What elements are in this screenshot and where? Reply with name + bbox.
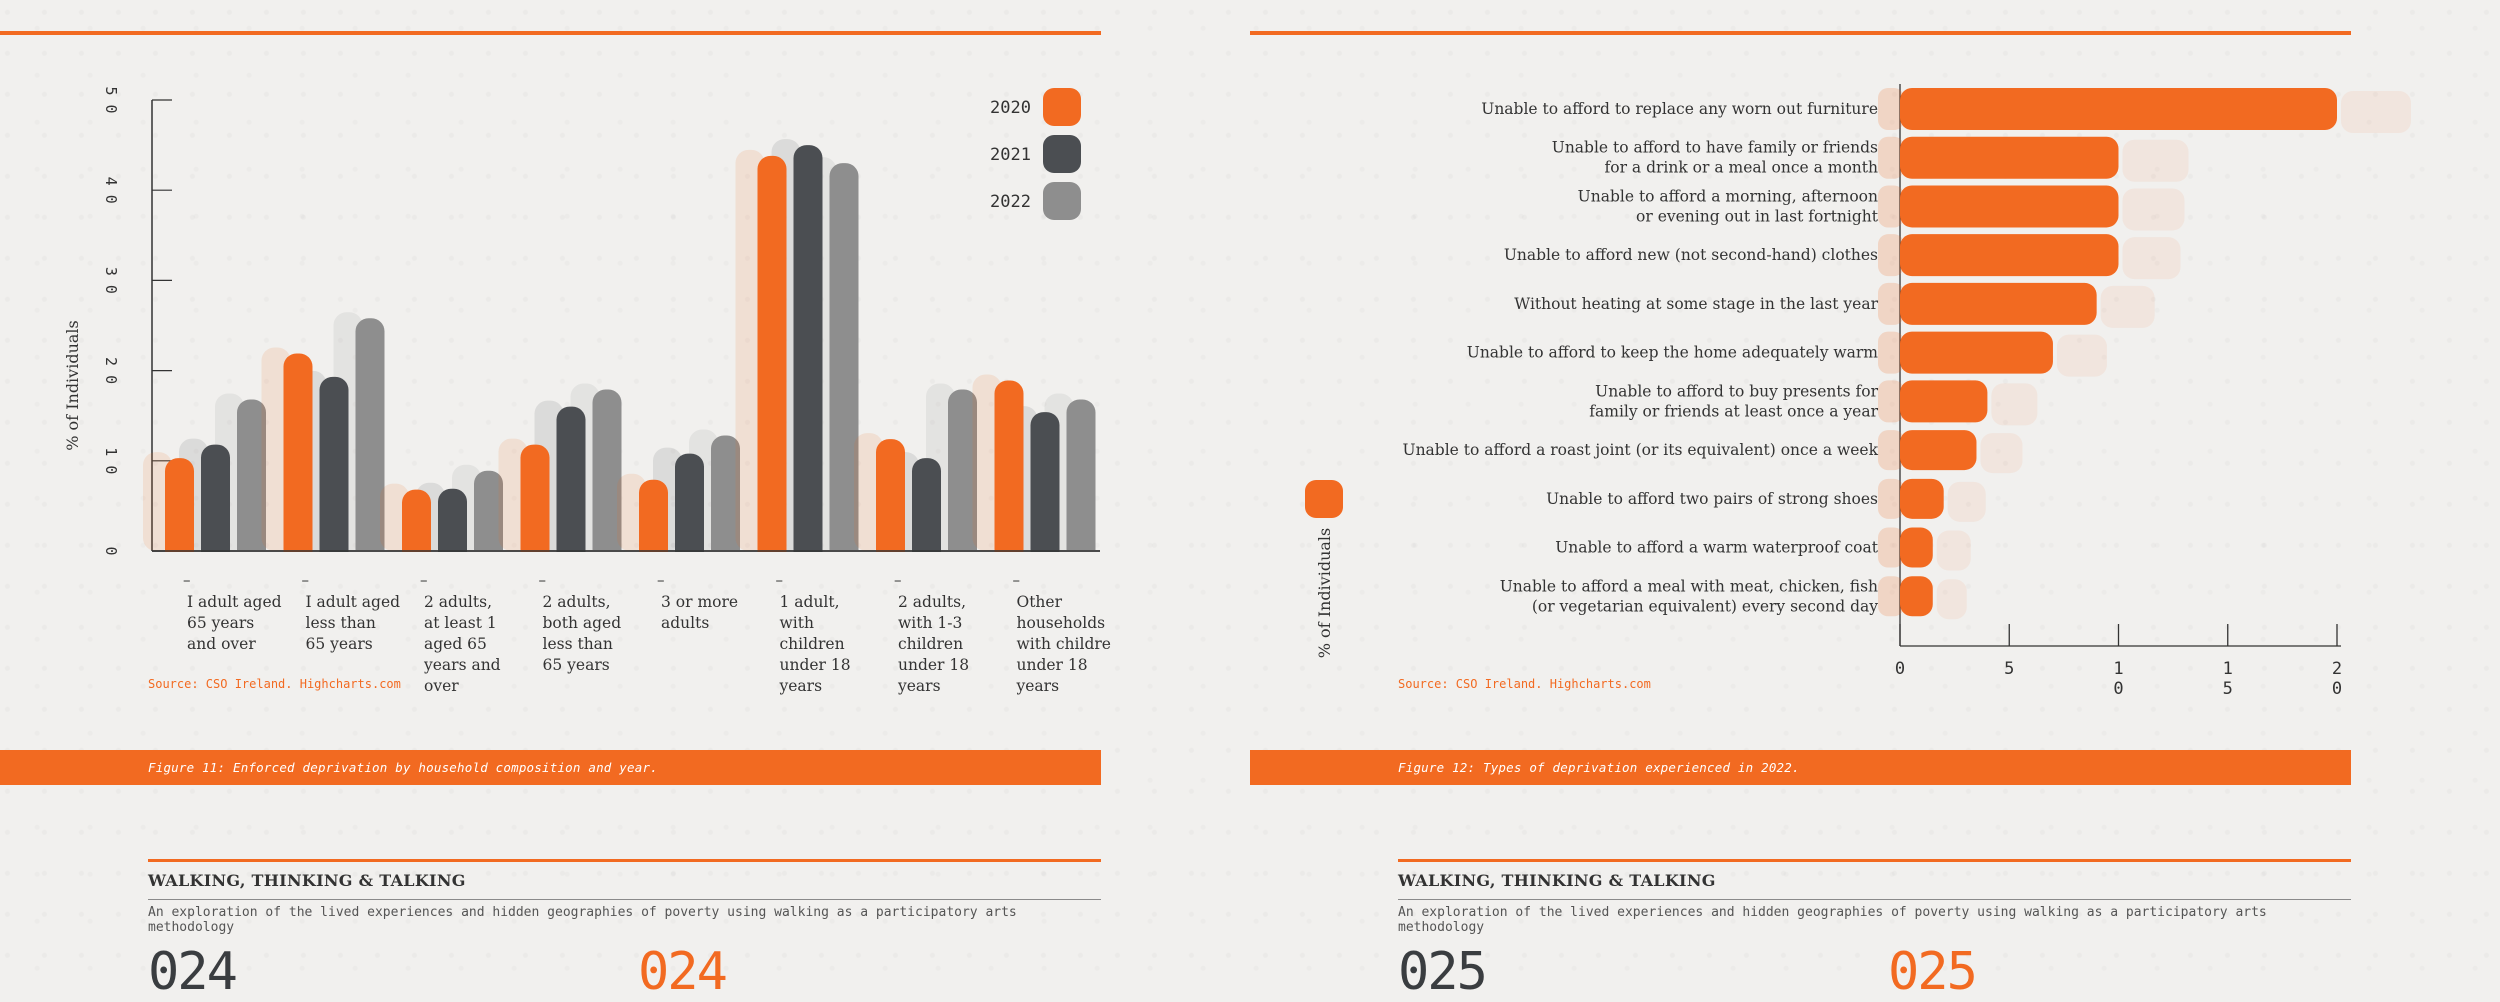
category-label: Unable to afford two pairs of strong shoes bbox=[1546, 489, 1878, 508]
bar-ghost bbox=[1948, 482, 1986, 522]
x-tick-mark: – bbox=[657, 571, 665, 589]
x-tick-mark: – bbox=[1012, 571, 1020, 589]
x-tick-label: 0 bbox=[2113, 679, 2124, 699]
category-label: Unable to afford a meal with meat, chicken, fish bbox=[1499, 577, 1878, 596]
x-tick-label: and over bbox=[187, 635, 256, 653]
x-tick-mark: – bbox=[301, 571, 309, 589]
category-label: Unable to afford to replace any worn out furniture bbox=[1481, 100, 1878, 118]
legend-swatch bbox=[1305, 480, 1343, 518]
x-tick-label: 65 years bbox=[542, 656, 610, 674]
x-tick-mark: – bbox=[894, 571, 902, 589]
chart-source[interactable]: Source: CSO Ireland. Highcharts.com bbox=[148, 677, 401, 691]
legend-label: 2022 bbox=[990, 192, 1031, 212]
x-tick-mark: – bbox=[538, 571, 546, 589]
y-tick-label: 5 0 bbox=[102, 86, 120, 114]
bar bbox=[165, 458, 194, 565]
axis-mask bbox=[153, 552, 1101, 566]
x-tick-label: children bbox=[898, 635, 964, 653]
y-tick-label: 1 0 bbox=[102, 447, 120, 475]
footer-rule bbox=[148, 859, 1101, 862]
category-label: or evening out in last fortnight bbox=[1636, 207, 1878, 226]
y-axis-label: % of Individuals bbox=[63, 320, 82, 451]
bar bbox=[201, 445, 230, 565]
bar bbox=[1900, 234, 2119, 276]
x-tick-label: children bbox=[779, 635, 845, 653]
page-number-accent: 024 bbox=[638, 942, 726, 1002]
bar bbox=[912, 458, 941, 565]
bar bbox=[521, 445, 550, 565]
bar-ghost bbox=[2341, 91, 2411, 133]
bar bbox=[1900, 137, 2119, 179]
category-label: Unable to afford to have family or friends bbox=[1551, 138, 1878, 157]
x-tick-label: 1 bbox=[2113, 659, 2124, 679]
bar-ghost bbox=[2057, 335, 2107, 377]
x-tick-mark: – bbox=[420, 571, 428, 589]
y-tick-label: 4 0 bbox=[102, 176, 120, 204]
category-label: for a drink or a meal once a month bbox=[1604, 158, 1878, 177]
x-tick-label: both aged bbox=[542, 614, 622, 632]
x-tick-label: 1 bbox=[2222, 659, 2233, 679]
page-number: 024 bbox=[148, 942, 236, 1002]
page-number-accent: 025 bbox=[1888, 942, 1976, 1002]
footer-subtitle: An exploration of the lived experiences and hidden geographies of poverty using walking as a participatory arts methodology bbox=[148, 905, 1017, 935]
bar-ghost bbox=[2123, 188, 2185, 230]
bar bbox=[1900, 430, 1976, 470]
bar bbox=[995, 381, 1024, 565]
footer-title: WALKING, THINKING & TALKING bbox=[1398, 871, 1716, 890]
x-tick-label: 5 bbox=[2222, 679, 2233, 699]
chart-source[interactable]: Source: CSO Ireland. Highcharts.com bbox=[1398, 677, 1651, 691]
x-tick-label: at least 1 bbox=[424, 614, 497, 632]
legend-swatch bbox=[1043, 135, 1081, 173]
x-tick-label: under 18 bbox=[779, 656, 851, 674]
y-tick-label: 3 0 bbox=[102, 266, 120, 294]
deprivation-types-chart bbox=[1250, 0, 2351, 700]
bar bbox=[557, 407, 586, 565]
legend-label: 2020 bbox=[990, 98, 1031, 118]
footer-divider bbox=[148, 899, 1101, 900]
x-tick-label: 3 or more bbox=[661, 593, 739, 611]
x-tick-label: years bbox=[779, 677, 823, 695]
bar bbox=[794, 145, 823, 565]
x-tick-label: over bbox=[424, 677, 459, 695]
bar-ghost bbox=[1991, 383, 2037, 425]
x-tick-label: I adult aged bbox=[305, 593, 401, 611]
bar bbox=[675, 454, 704, 565]
bar bbox=[320, 377, 349, 565]
y-tick-label: 2 0 bbox=[102, 357, 120, 385]
x-tick-label: years bbox=[898, 677, 941, 695]
x-tick-label: under 18 bbox=[898, 656, 970, 674]
x-tick-label: 0 bbox=[2331, 679, 2343, 699]
x-tick-label: aged 65 bbox=[424, 635, 487, 653]
bar-ghost bbox=[2101, 286, 2155, 328]
category-label: (or vegetarian equivalent) every second day bbox=[1531, 597, 1878, 616]
x-tick-mark: – bbox=[775, 571, 783, 589]
x-tick-label: 1 adult, bbox=[779, 593, 840, 611]
bar bbox=[1900, 479, 1944, 519]
bar bbox=[1900, 576, 1933, 616]
x-tick-label: 5 bbox=[2004, 659, 2015, 679]
x-tick-label: years bbox=[1016, 677, 1060, 695]
x-tick-label: 2 bbox=[2331, 659, 2343, 679]
bar bbox=[1900, 528, 1933, 568]
category-label: Unable to afford a roast joint (or its equivalent) once a week bbox=[1402, 441, 1878, 460]
legend-label: 2021 bbox=[990, 145, 1031, 165]
figure-caption: Figure 11: Enforced deprivation by household composition and year. bbox=[148, 760, 658, 775]
category-label: Unable to afford new (not second-hand) clothes bbox=[1503, 246, 1878, 265]
x-tick-label: 2 adults, bbox=[542, 593, 611, 611]
x-tick-label: households bbox=[1016, 614, 1106, 632]
x-tick-label: 2 adults, bbox=[424, 593, 493, 611]
x-tick-label: with childre bbox=[1016, 635, 1111, 653]
page-number: 025 bbox=[1398, 942, 1486, 1002]
category-label: Unable to afford to buy presents for bbox=[1595, 382, 1878, 401]
right-page bbox=[1250, 0, 2351, 1002]
bar bbox=[1067, 399, 1096, 565]
x-tick-label: 65 years bbox=[305, 635, 373, 653]
footer-title: WALKING, THINKING & TALKING bbox=[148, 871, 466, 890]
figure-caption-bar bbox=[0, 750, 1101, 785]
x-tick-label: 2 adults, bbox=[898, 593, 967, 611]
category-label: Without heating at some stage in the last year bbox=[1514, 294, 1878, 313]
x-tick-label: less than bbox=[305, 614, 376, 632]
left-page bbox=[0, 0, 1111, 1002]
x-tick-label: Other bbox=[1016, 593, 1063, 611]
category-label: Unable to afford to keep the home adequately warm bbox=[1466, 343, 1878, 362]
y-axis-label: % of Individuals bbox=[1315, 527, 1334, 659]
x-tick-label: 0 bbox=[1894, 659, 1906, 679]
x-tick-label: I adult aged bbox=[187, 593, 282, 611]
bar-ghost bbox=[2123, 237, 2181, 279]
bar bbox=[1900, 185, 2119, 227]
legend-swatch bbox=[1043, 88, 1081, 126]
category-label: Unable to afford a morning, afternoon bbox=[1577, 187, 1878, 206]
x-tick-mark: – bbox=[183, 571, 191, 589]
bar bbox=[1900, 332, 2053, 374]
bar-ghost bbox=[1937, 531, 1971, 571]
x-tick-label: 65 years bbox=[187, 614, 255, 632]
bar bbox=[758, 156, 787, 565]
bar-ghost bbox=[2123, 140, 2189, 182]
figure-caption: Figure 12: Types of deprivation experienced in 2022. bbox=[1398, 760, 1800, 775]
footer-divider bbox=[1398, 899, 2351, 900]
legend-swatch bbox=[1043, 182, 1081, 220]
bar bbox=[1031, 412, 1060, 565]
footer-subtitle: An exploration of the lived experiences and hidden geographies of poverty using walking as a participatory arts methodology bbox=[1398, 905, 2267, 935]
y-tick-label: 0 bbox=[102, 546, 120, 556]
bar bbox=[1900, 380, 1987, 422]
bar-ghost bbox=[1980, 433, 2022, 473]
category-label: Unable to afford a warm waterproof coat bbox=[1555, 538, 1878, 557]
bar-ghost bbox=[1937, 579, 1967, 619]
bar bbox=[1900, 283, 2097, 325]
footer-rule bbox=[1398, 859, 2351, 862]
x-tick-label: years and bbox=[424, 656, 501, 674]
figure-caption-bar bbox=[1250, 750, 2351, 785]
bar bbox=[876, 439, 905, 565]
bar bbox=[1900, 88, 2337, 130]
category-label: family or friends at least once a year bbox=[1589, 402, 1878, 421]
x-tick-label: under 18 bbox=[1016, 656, 1088, 674]
x-tick-label: with 1-3 bbox=[898, 614, 963, 632]
x-tick-label: less than bbox=[542, 635, 613, 653]
x-tick-label: with bbox=[779, 614, 814, 632]
bar bbox=[284, 353, 313, 565]
household-deprivation-chart bbox=[0, 0, 1111, 700]
x-tick-label: adults bbox=[661, 614, 710, 632]
